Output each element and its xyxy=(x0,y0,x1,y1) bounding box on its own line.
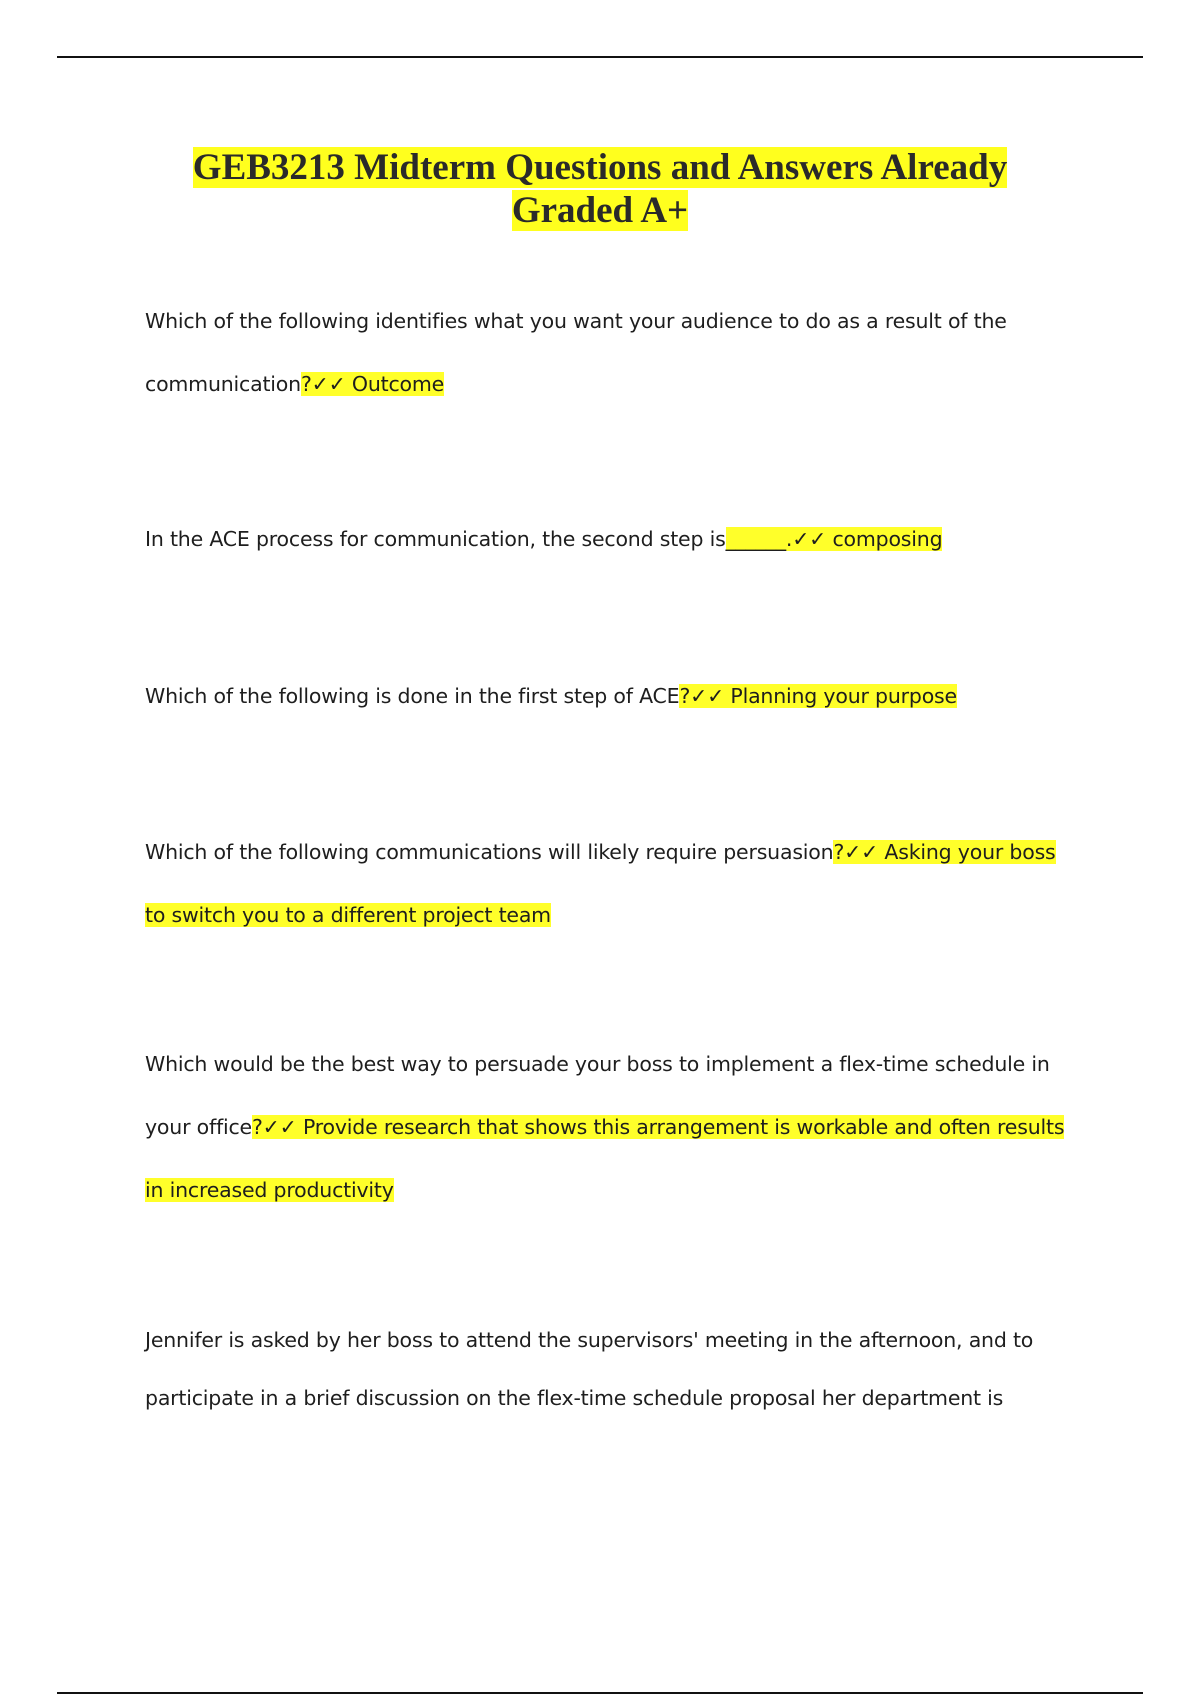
answer-text: Outcome xyxy=(345,372,445,396)
answer-text: Asking your boss to switch you to a different project team xyxy=(145,840,1056,927)
document-title xyxy=(100,146,1100,232)
answer-text: Provide research that shows this arrangement is workable and often results in increased productivity xyxy=(145,1115,1065,1202)
question-mark: ? xyxy=(251,1115,263,1139)
check-icon: ✓✓ xyxy=(690,684,725,708)
answer-highlight xyxy=(145,1115,1064,1202)
answer-text: composing xyxy=(826,527,943,551)
qa-item-1 xyxy=(145,290,1080,416)
question-mark: ? xyxy=(300,372,312,396)
qa-item-6 xyxy=(145,1311,1080,1427)
question-text: Jennifer is asked by her boss to attend the supervisors' meeting in the afternoon, and to participate in a brief discussion on the flex-time schedule proposal her department is xyxy=(145,1328,1034,1410)
question-mark: ? xyxy=(679,684,691,708)
qa-item-4 xyxy=(145,821,1080,947)
blank-mark: ______. xyxy=(725,527,793,551)
question-text: Which of the following is done in the first step of ACE xyxy=(145,684,680,708)
bottom-rule xyxy=(57,1692,1143,1694)
check-icon: ✓✓ xyxy=(844,840,879,864)
check-icon: ✓✓ xyxy=(262,1115,297,1139)
question-mark: ? xyxy=(833,840,845,864)
question-text: Which would be the best way to persuade your boss to implement a flex-time schedule in your office xyxy=(145,1052,1050,1139)
title-line-2: Graded A+ xyxy=(511,190,689,231)
answer-text: Planning your purpose xyxy=(724,684,957,708)
top-rule xyxy=(57,56,1143,58)
question-text: In the ACE process for communication, the second step is xyxy=(145,527,726,551)
question-text: Which of the following communications will likely require persuasion xyxy=(145,840,834,864)
qa-item-3 xyxy=(145,665,1080,728)
answer-highlight xyxy=(679,684,957,708)
question-text: Which of the following identifies what you want your audience to do as a result of the communication xyxy=(145,309,1007,396)
qa-item-5 xyxy=(145,1033,1080,1222)
title-line-1: GEB3213 Midterm Questions and Answers Already xyxy=(192,147,1008,188)
check-icon: ✓✓ xyxy=(311,372,346,396)
qa-item-2 xyxy=(145,508,1080,571)
answer-highlight xyxy=(301,372,444,396)
answer-highlight xyxy=(726,527,943,551)
check-icon: ✓✓ xyxy=(792,527,827,551)
